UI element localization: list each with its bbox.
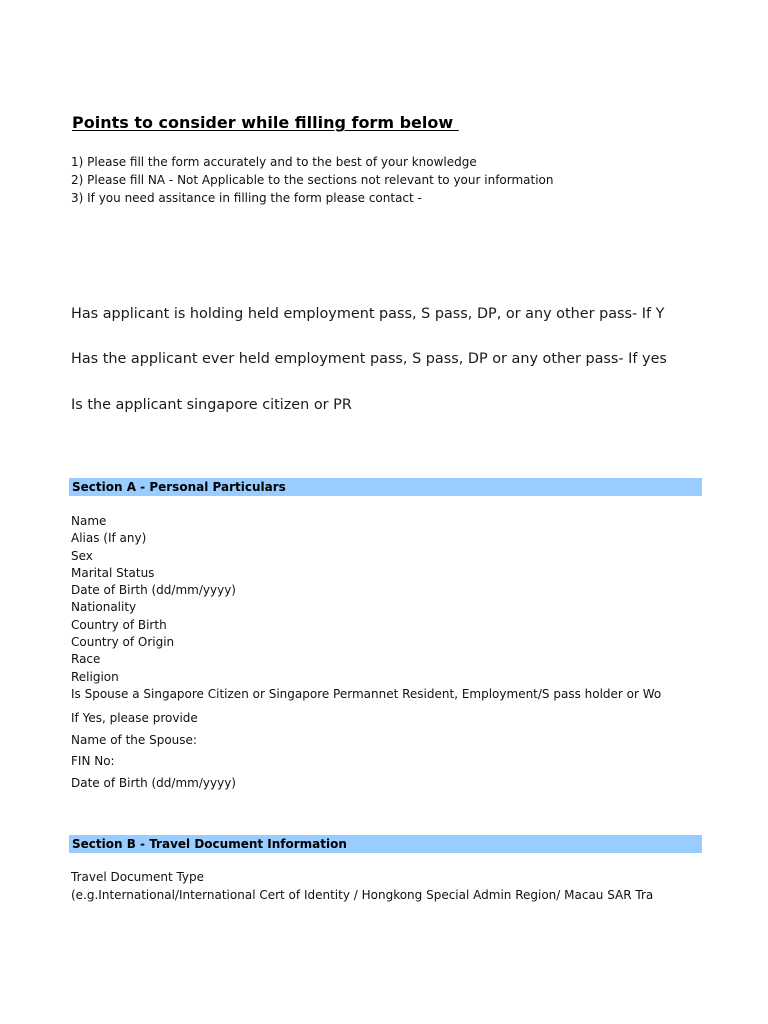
section-a-fields [71,513,661,703]
section-b-fields [71,868,653,904]
field-label-spouse-status: Is Spouse a Singapore Citizen or Singapore Permannet Resident, Employment/S pass holder or Wo [71,686,662,701]
question-current-pass: Has applicant is holding held employment pass, S pass, DP, or any other pass- If Y [71,306,665,322]
field-label-marital-status: Marital Status [71,565,155,580]
question-previous-pass: Has the applicant ever held employment pass, S pass, DP or any other pass- If yes [71,351,667,367]
question-citizen-pr: Is the applicant singapore citizen or PR [71,397,352,413]
field-label-travel-document-examples: (e.g.International/International Cert of Identity / Hongkong Special Admin Region/ Macau SAR Tra [71,888,654,902]
instruction-item-2: 2) Please fill NA - Not Applicable to the sections not relevant to your information [71,173,554,187]
instructions-list [71,153,554,207]
instruction-item-3: 3) If you need assitance in filling the form please contact - [71,191,422,205]
section-a-header: Section A - Personal Particulars [69,478,702,496]
field-label-spouse-name: Name of the Spouse: [71,732,197,747]
instruction-item-1: 1) Please fill the form accurately and to the best of your knowledge [71,155,477,169]
field-label-country-of-origin: Country of Origin [71,635,175,650]
spouse-fields [71,708,236,794]
field-label-name: Name [71,514,107,528]
field-label-spouse-date-of-birth: Date of Birth (dd/mm/yyyy) [71,775,236,790]
page-title: Points to consider while filling form below [72,113,459,132]
field-label-travel-document-type: Travel Document Type [71,870,205,884]
field-label-if-yes: If Yes, please provide [71,711,198,725]
field-label-race: Race [71,652,101,667]
field-label-nationality: Nationality [71,600,137,615]
field-label-fin-no: FIN No: [71,754,115,769]
field-label-sex: Sex [71,548,93,563]
field-label-date-of-birth: Date of Birth (dd/mm/yyyy) [71,583,236,598]
field-label-alias: Alias (If any) [71,531,147,546]
field-label-country-of-birth: Country of Birth [71,617,167,632]
section-b-header: Section B - Travel Document Information [69,835,702,853]
field-label-religion: Religion [71,669,119,684]
